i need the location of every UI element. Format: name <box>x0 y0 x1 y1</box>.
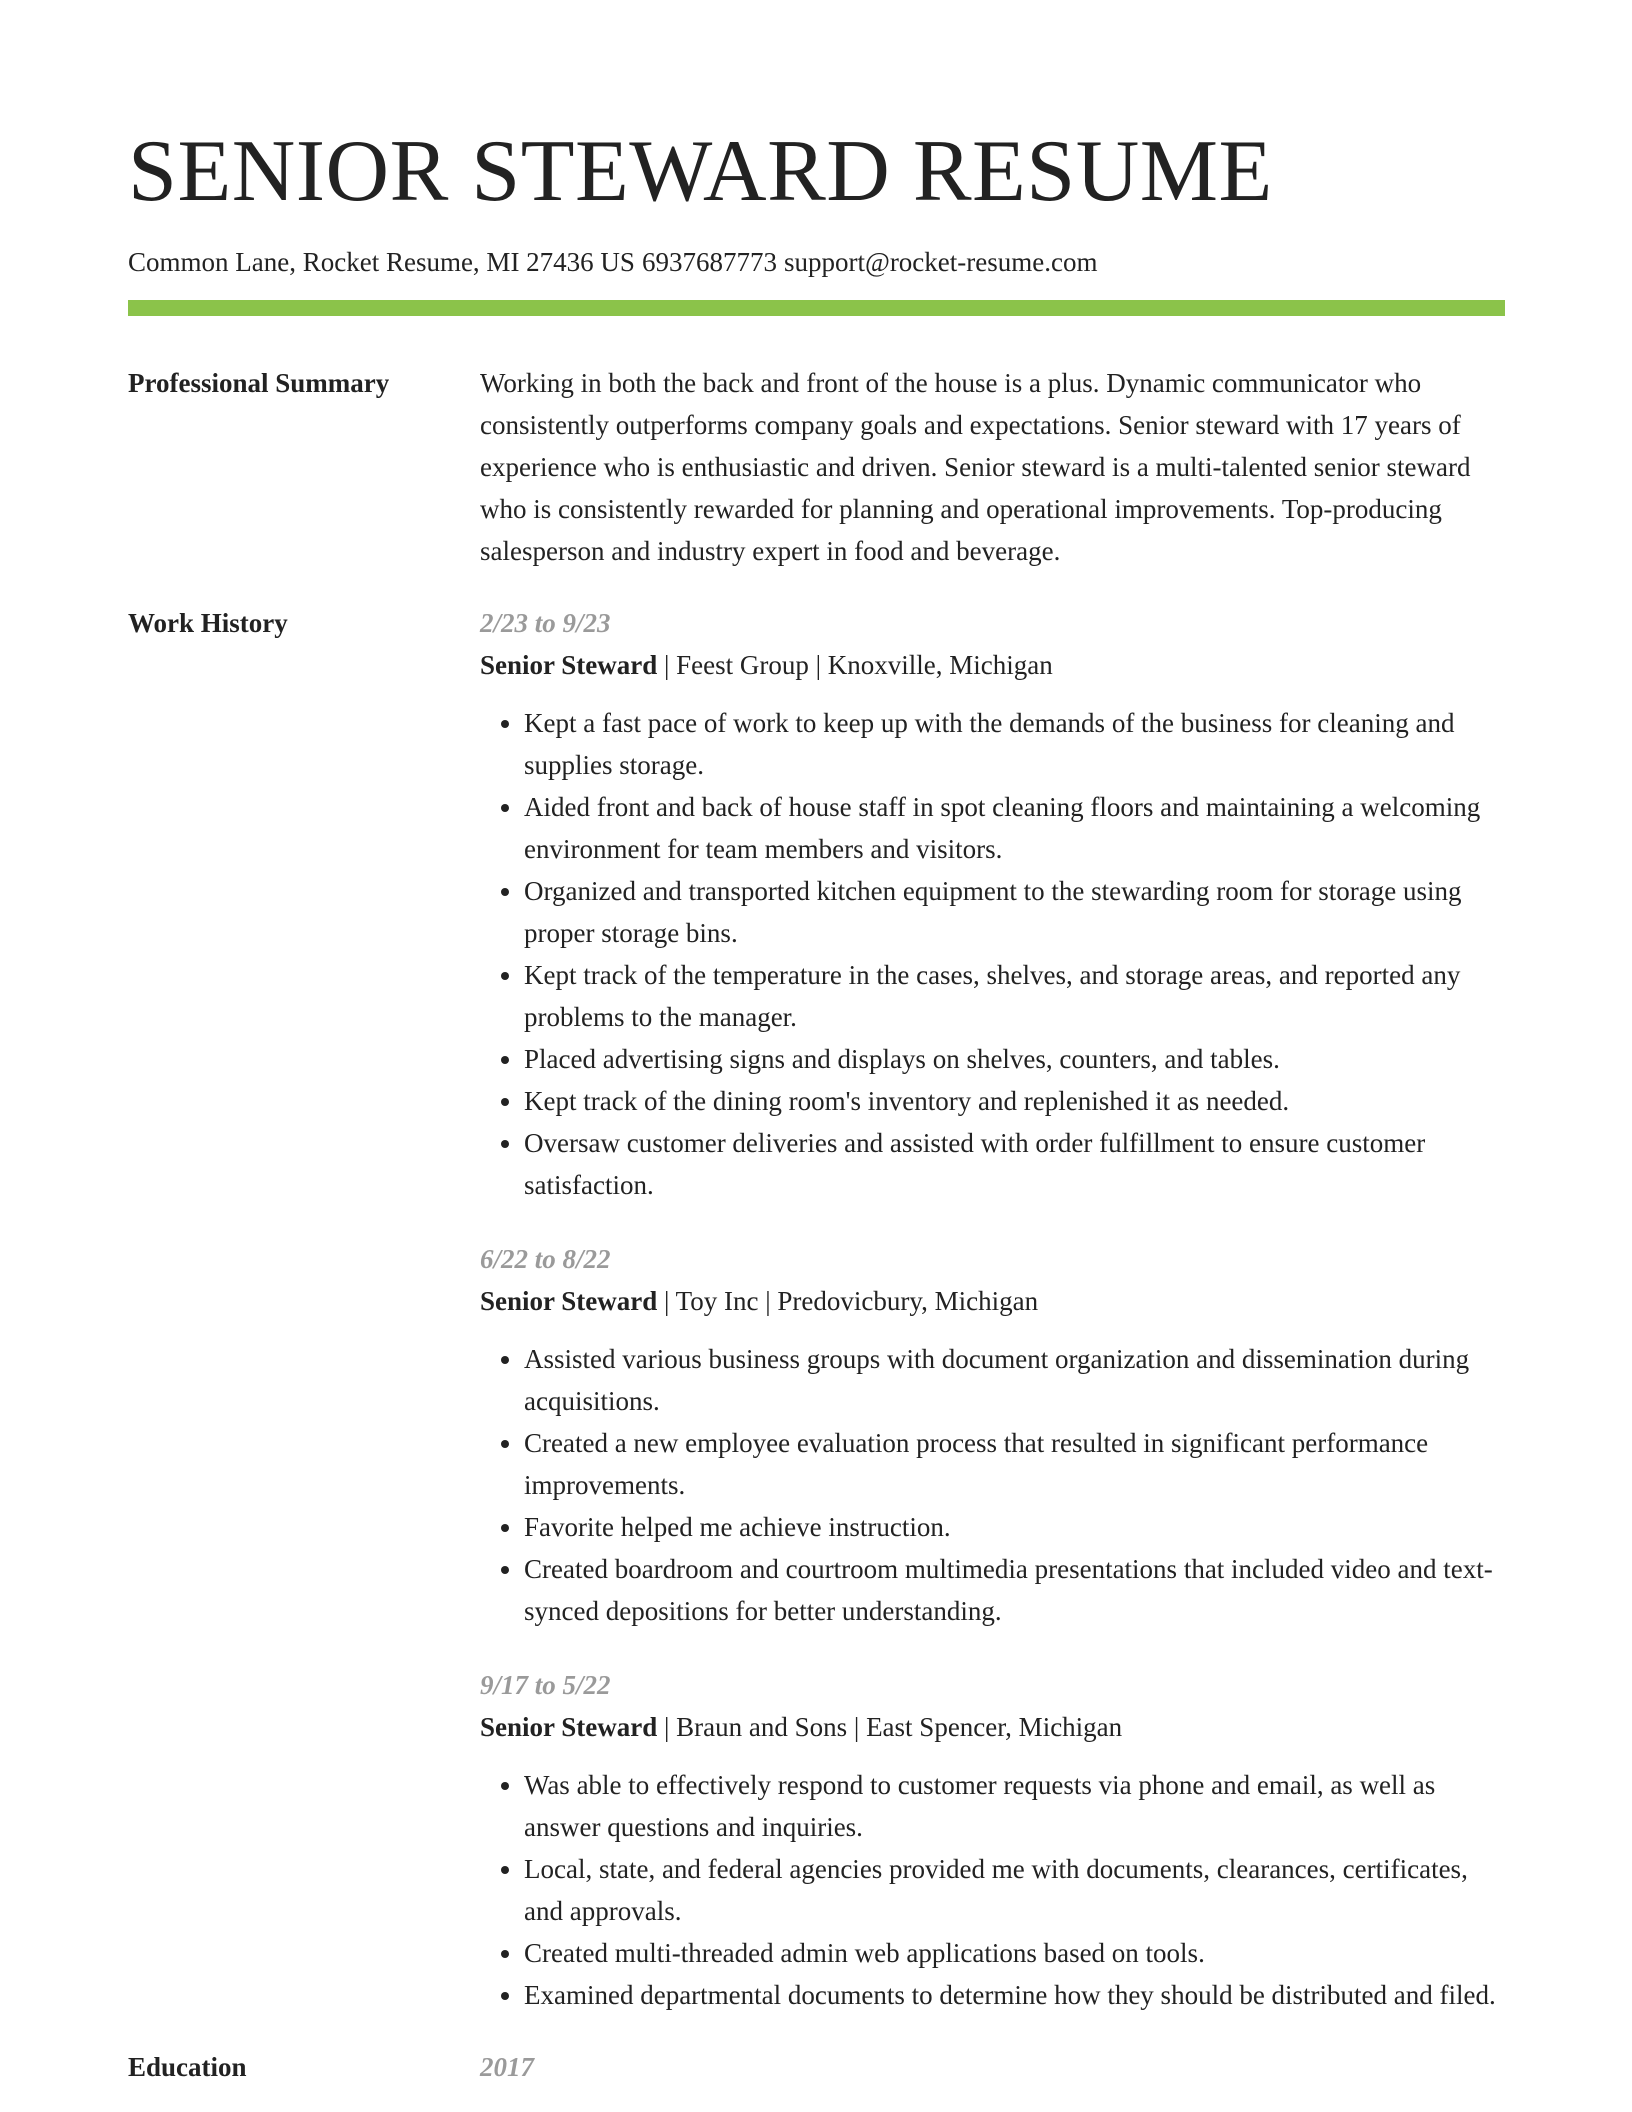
job-details: | Braun and Sons | East Spencer, Michigan <box>657 1712 1123 1742</box>
summary-section <box>128 362 1505 572</box>
job-dates: 2/23 to 9/23 <box>480 608 611 638</box>
header-divider <box>128 300 1505 316</box>
job-bullet: • Kept a fast pace of work to keep up with the demands of the business for cleaning and supplies storage. <box>524 702 1505 786</box>
job-bullets <box>480 702 1505 1206</box>
summary-label: Professional Summary <box>128 368 390 398</box>
job-bullet: • Assisted various business groups with document organization and dissemination during acquisitions. <box>524 1338 1505 1422</box>
job-bullet: • Created boardroom and courtroom multimedia presentations that included video and text-synced depositions for better understanding. <box>524 1548 1505 1632</box>
job-entry <box>480 602 1505 1206</box>
resume-title: SENIOR STEWARD RESUME <box>128 123 1273 220</box>
job-entry <box>480 1238 1505 1632</box>
job-heading <box>480 1280 1505 1322</box>
job-title: Senior Steward <box>480 1712 658 1742</box>
job-bullet: • Kept track of the temperature in the cases, shelves, and storage areas, and reported any problems to the manager. <box>524 954 1505 1038</box>
education-label: Education <box>128 2052 247 2082</box>
job-bullet: • Favorite helped me achieve instruction. <box>524 1506 1505 1548</box>
job-bullet: • Created multi-threaded admin web applications based on tools. <box>524 1932 1505 1974</box>
job-details: | Toy Inc | Predovicbury, Michigan <box>657 1286 1039 1316</box>
summary-text: Working in both the back and front of the house is a plus. Dynamic communicator who consistently outperforms company goals and expectations. Senior steward with 17 years of experience who is enthusiastic and driven. Senior steward is a multi-talented senior steward who is consistently rewarded for planning and operational improvements. Top-producing salesperson and industry expert in food and beverage. <box>480 368 1471 566</box>
job-bullet: • Oversaw customer deliveries and assisted with order fulfillment to ensure customer satisfaction. <box>524 1122 1505 1206</box>
job-heading <box>480 1706 1505 1748</box>
resume-page <box>128 118 1505 2088</box>
job-dates: 6/22 to 8/22 <box>480 1244 611 1274</box>
work-history-body <box>480 602 1505 2016</box>
education-dates: 2017 <box>480 2052 534 2082</box>
job-bullets <box>480 1764 1505 2016</box>
job-title: Senior Steward <box>480 1286 658 1316</box>
job-bullet: • Local, state, and federal agencies provided me with documents, clearances, certificates, and approvals. <box>524 1848 1505 1932</box>
education-body <box>480 2046 1505 2088</box>
job-bullet: • Examined departmental documents to determine how they should be distributed and filed. <box>524 1974 1505 2016</box>
job-bullet: • Created a new employee evaluation process that resulted in significant performance improvements. <box>524 1422 1505 1506</box>
job-title: Senior Steward <box>480 650 658 680</box>
work-history-section <box>128 602 1505 2016</box>
job-bullet: • Kept track of the dining room's inventory and replenished it as needed. <box>524 1080 1505 1122</box>
contact-email: support@rocket-resume.com <box>783 247 1098 277</box>
job-entry <box>480 1664 1505 2016</box>
work-history-label: Work History <box>128 608 288 638</box>
job-bullet: • Aided front and back of house staff in spot cleaning floors and maintaining a welcoming environment for team members and visitors. <box>524 786 1505 870</box>
job-bullet: • Was able to effectively respond to customer requests via phone and email, as well as answer questions and inquiries. <box>524 1764 1505 1848</box>
education-section <box>128 2046 1505 2088</box>
contact-address: Common Lane, Rocket Resume, MI 27436 US <box>128 247 635 277</box>
job-bullet: • Placed advertising signs and displays on shelves, counters, and tables. <box>524 1038 1505 1080</box>
job-bullets <box>480 1338 1505 1632</box>
job-dates: 9/17 to 5/22 <box>480 1670 611 1700</box>
job-heading <box>480 644 1505 686</box>
job-details: | Feest Group | Knoxville, Michigan <box>657 650 1053 680</box>
contact-line <box>128 244 1505 280</box>
job-bullet: • Organized and transported kitchen equipment to the stewarding room for storage using proper storage bins. <box>524 870 1505 954</box>
contact-phone: 6937687773 <box>641 247 777 277</box>
